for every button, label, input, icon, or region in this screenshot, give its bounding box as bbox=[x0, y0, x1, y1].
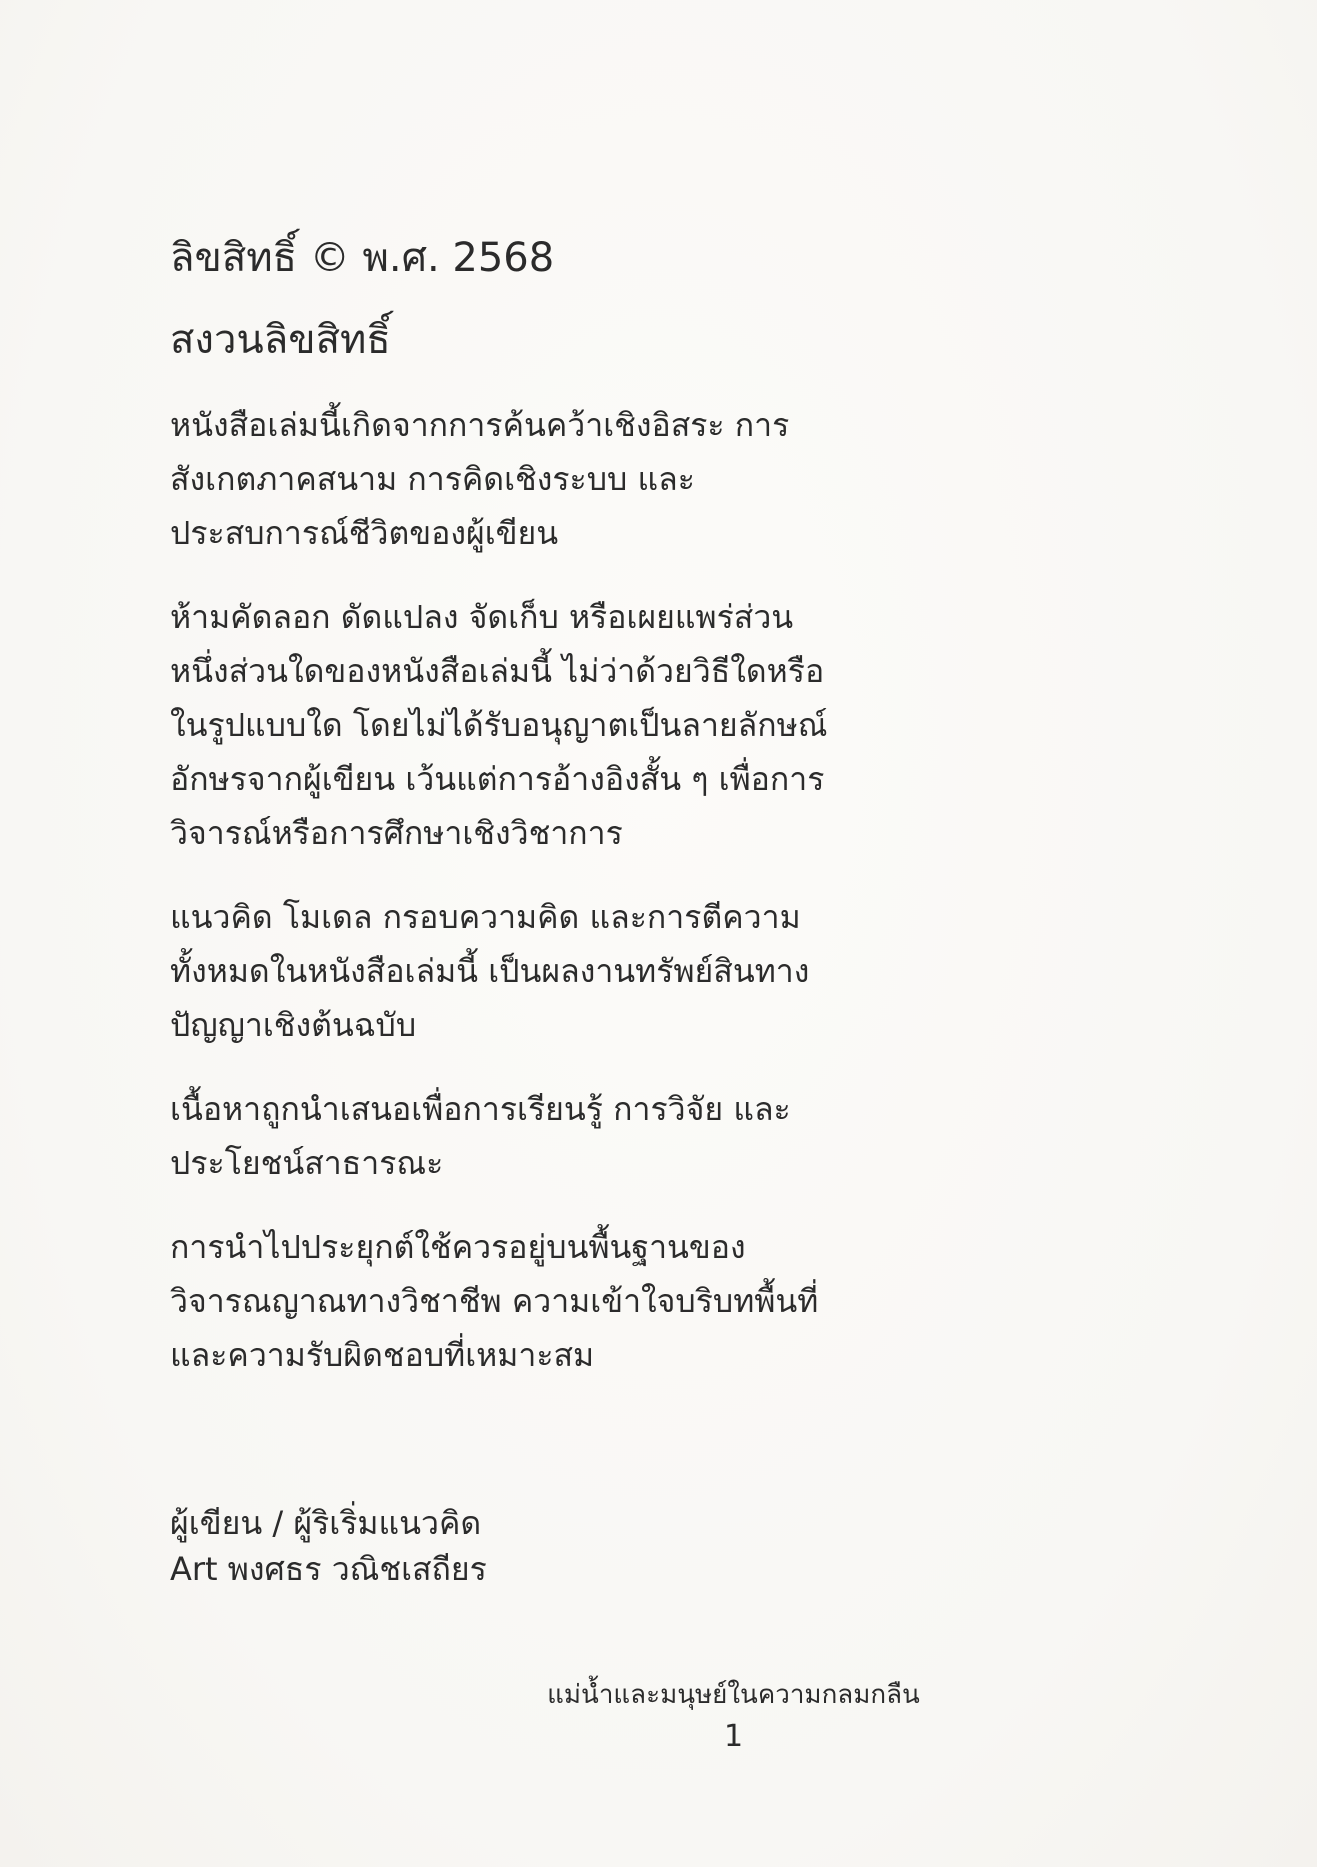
page-number: 1 bbox=[723, 1719, 744, 1754]
paragraph-application: การนำไปประยุกต์ใช้ควรอยู่บนพื้นฐานของ วิจารณญาณทางวิชาชีพ ความเข้าใจบริบทพื้นที่ และความรับผิดชอบที่เหมาะสม bbox=[170, 1228, 819, 1374]
page-footer bbox=[0, 1675, 1317, 1759]
paragraph-purpose: เนื้อหาถูกนำเสนอเพื่อการเรียนรู้ การวิจัย และ ประโยชน์สาธารณะ bbox=[170, 1090, 791, 1182]
paragraph-prohibition: ห้ามคัดลอก ดัดแปลง จัดเก็บ หรือเผยแพร่ส่วน หนึ่งส่วนใดของหนังสือเล่มนี้ ไม่ว่าด้วยวิธีใดหรือ ในรูปแบบใด โดยไม่ได้รับอนุญาตเป็นลายลักษณ์ อักษรจากผู้เขียน เว้นแต่การอ้างอิงสั้น ๆ เพื่อการ วิจารณ์หรือการศึกษาเชิงวิชาการ bbox=[170, 598, 828, 852]
footer-book-title: แม่น้ำและมนุษย์ในความกลมกลืน bbox=[547, 1680, 920, 1710]
copyright-notice: ลิขสิทธิ์ © พ.ศ. 2568 bbox=[170, 235, 555, 281]
paragraph-intellectual-property: แนวคิด โมเดล กรอบความคิด และการตีความ ทั้งหมดในหนังสือเล่มนี้ เป็นผลงานทรัพย์สินทาง ปัญญาเชิงต้นฉบับ bbox=[170, 898, 810, 1044]
author-name: Art พงศธร วณิชเสถียร bbox=[170, 1550, 487, 1588]
rights-reserved-heading: สงวนลิขสิทธิ์ bbox=[170, 317, 391, 363]
paragraph-origin: หนังสือเล่มนี้เกิดจากการค้นคว้าเชิงอิสระ การ สังเกตภาคสนาม การคิดเชิงระบบ และ ประสบการณ์ชีวิตของผู้เขียน bbox=[170, 406, 790, 552]
author-block bbox=[170, 1500, 487, 1592]
author-role: ผู้เขียน / ผู้ริเริ่มแนวคิด bbox=[170, 1504, 482, 1542]
copyright-section bbox=[170, 230, 870, 1412]
